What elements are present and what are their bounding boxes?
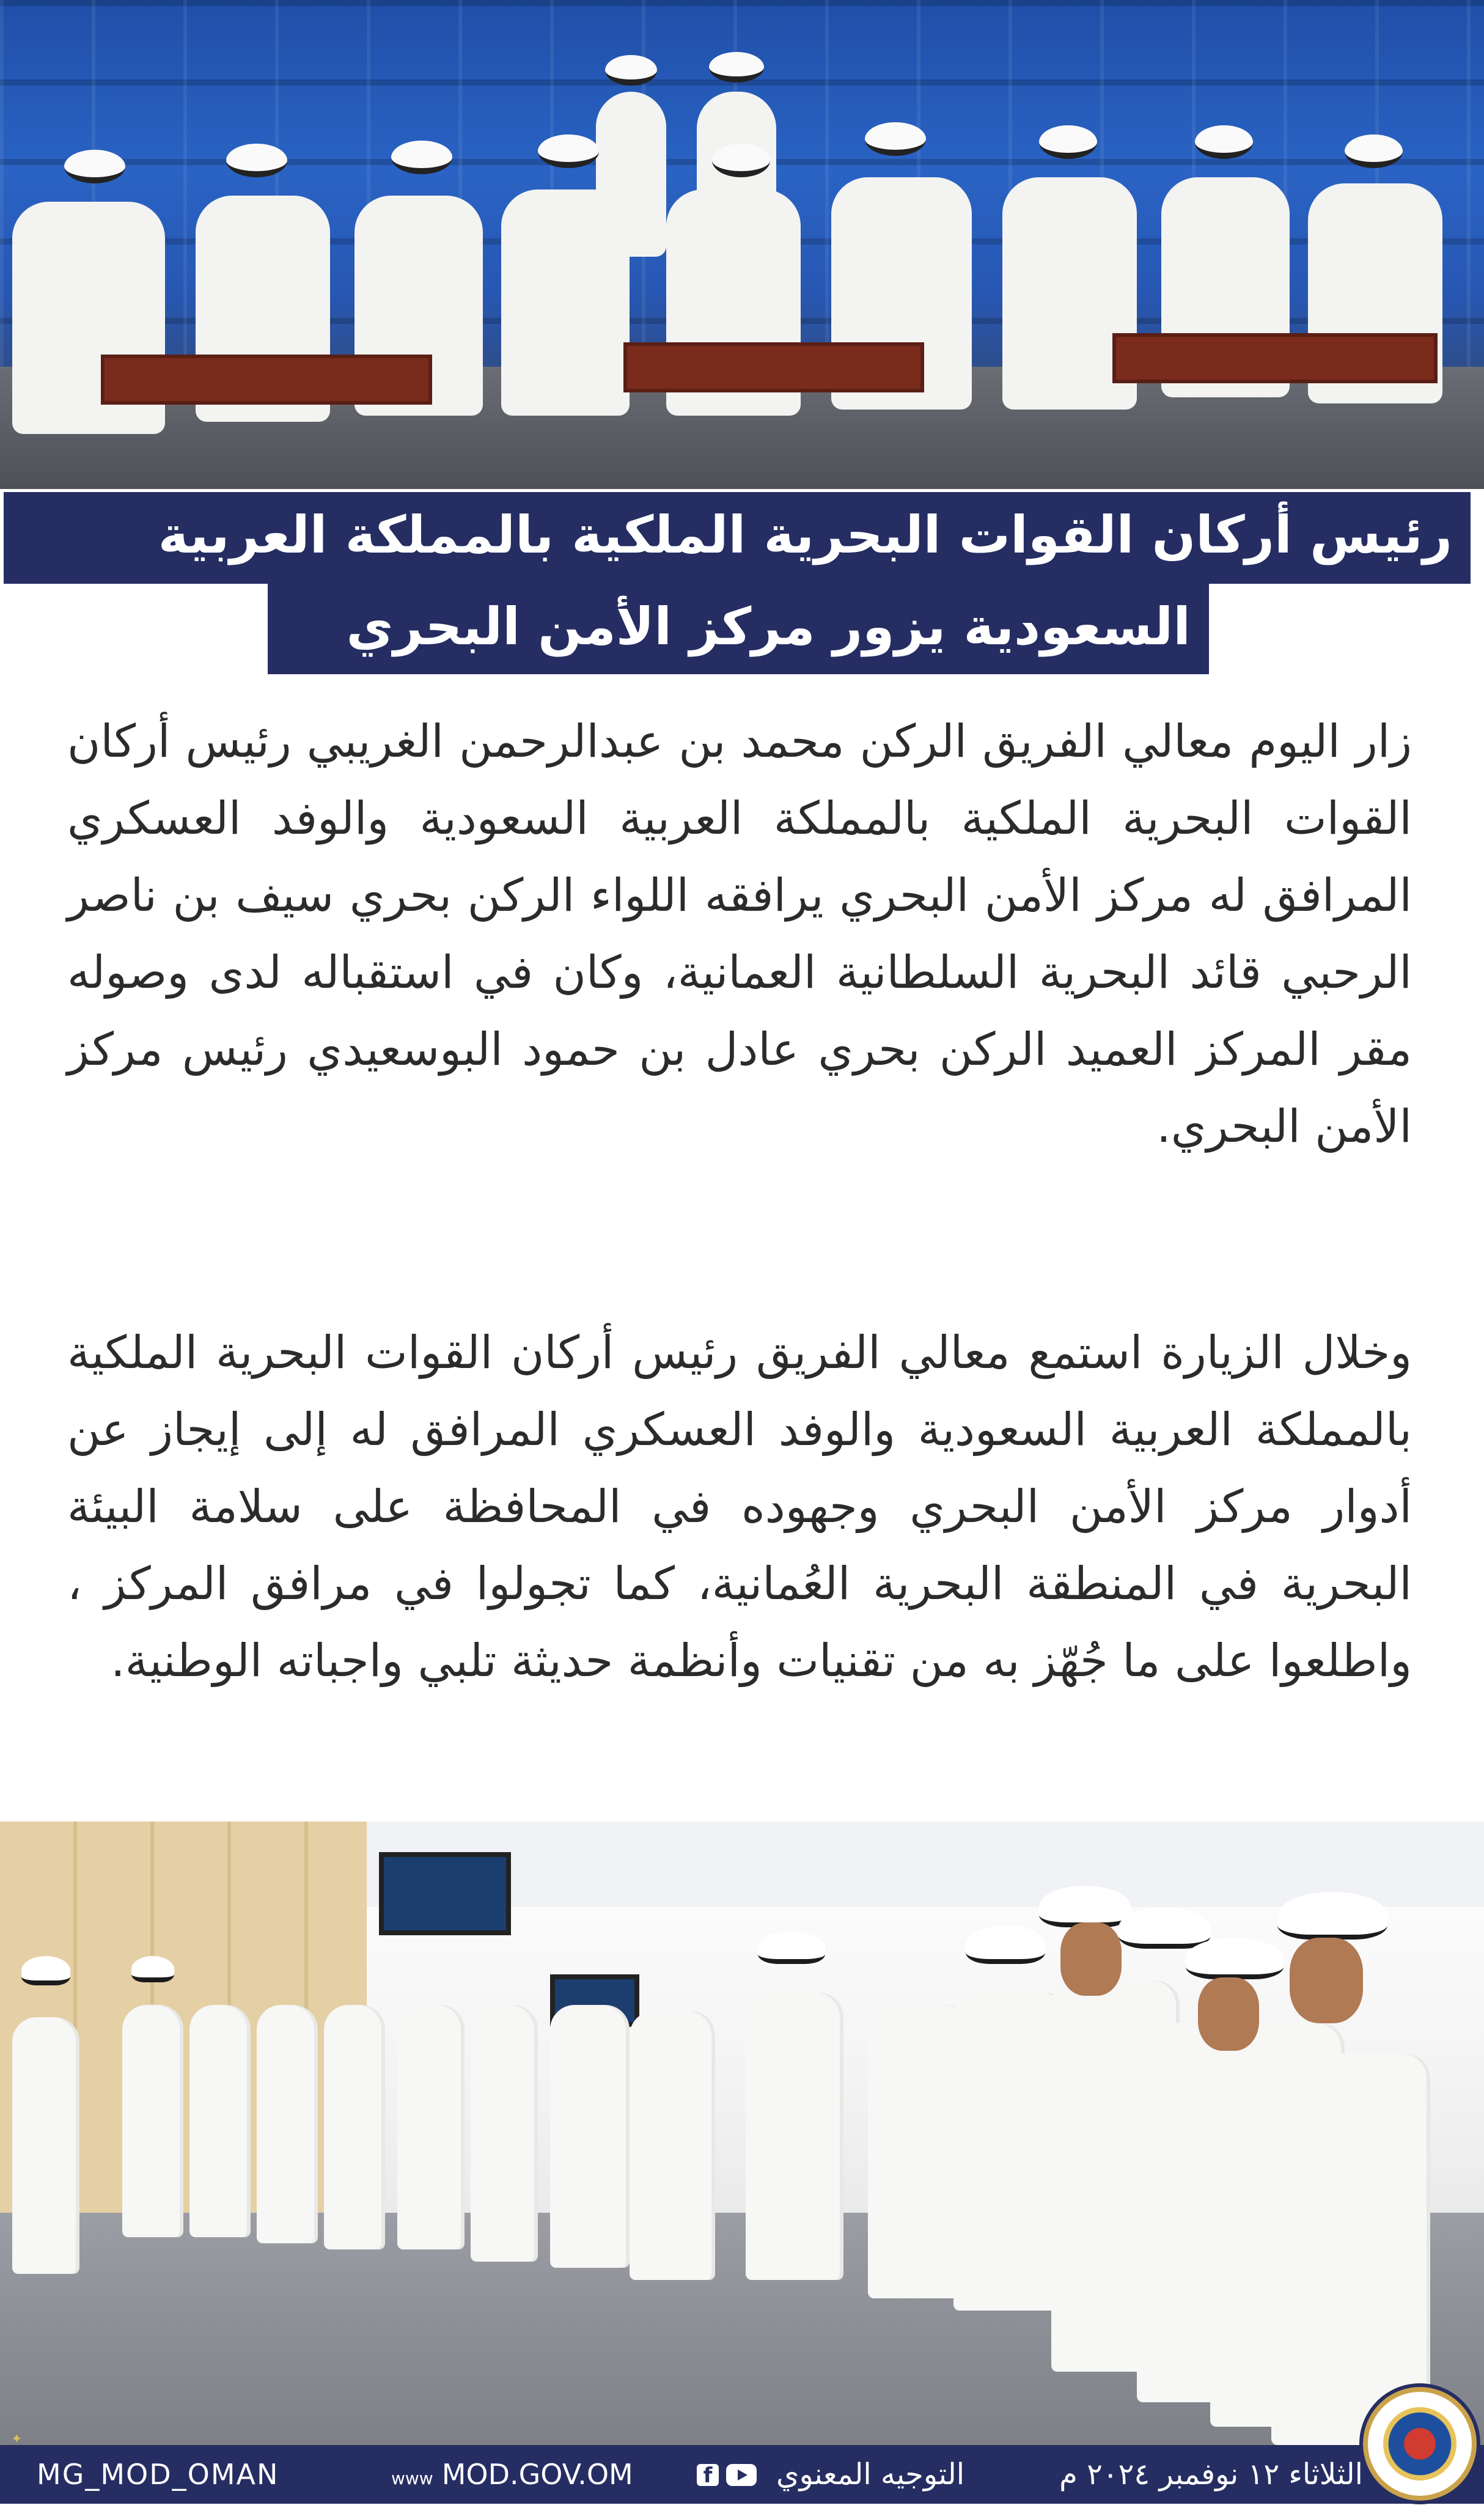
ministry-emblem-icon xyxy=(1363,2387,1477,2501)
officer-cap xyxy=(1039,125,1097,159)
headline-line-1: رئيس أركان القوات البحرية الملكية بالمملكة العربية xyxy=(4,492,1471,584)
social-icons xyxy=(697,2445,757,2504)
officer-face xyxy=(1198,1977,1259,2051)
social-handle[interactable]: MG_MOD_OMAN xyxy=(37,2458,279,2491)
officer-cap xyxy=(1277,1892,1387,1940)
officer-cap xyxy=(712,144,770,177)
officer-cap xyxy=(605,55,657,86)
officer-figure xyxy=(630,2011,715,2280)
officer-face xyxy=(1060,1922,1122,1996)
officer-cap xyxy=(1119,1907,1210,1949)
headline-line-2: السعودية يزور مركز الأمن البحري xyxy=(268,584,1209,674)
date-label: الثلاثاء ١٢ نوفمبر ٢٠٢٤ م xyxy=(1059,2457,1363,2491)
website-domain: MOD.GOV.OM xyxy=(441,2458,633,2491)
officer-cap xyxy=(226,144,287,177)
officer-cap xyxy=(758,1932,825,1964)
officer-face xyxy=(1290,1938,1363,2023)
article-paragraph-2: وخلال الزيارة استمع معالي الفريق رئيس أركان القوات البحرية الملكية بالمملكة العربية السعودية والوفد العسكري المرافق له إلى إيجاز عن أدوار مركز الأمن البحري وجهوده في المحافظة على سلامة البيئة البحرية في المنطقة البحرية العُمانية، كما تجولوا في مرافق المركز ، واطلعوا على ما جُهّز به من تقنيات وأنظمة حديثة تلبي واجباته الوطنية. xyxy=(67,1326,1412,1687)
officer-cap xyxy=(64,150,125,183)
officer-figure xyxy=(1271,2054,1430,2445)
watermark-logo-icon: ✦ xyxy=(11,2432,23,2447)
officer-figure xyxy=(550,2005,630,2268)
officer-cap xyxy=(966,1925,1045,1964)
officer-figure xyxy=(324,2005,385,2249)
table xyxy=(1112,333,1438,383)
officer-figure xyxy=(189,2005,251,2237)
officer-cap xyxy=(1186,1938,1284,1979)
youtube-icon[interactable] xyxy=(726,2464,757,2486)
officer-figure xyxy=(397,2005,465,2249)
officer-cap xyxy=(709,52,764,83)
officer-figure xyxy=(471,2005,538,2262)
wall-monitor xyxy=(379,1852,511,1935)
bottom-photo xyxy=(0,1822,1484,2445)
officer-cap xyxy=(1345,134,1403,168)
officer-cap xyxy=(1039,1886,1131,1927)
officer-cap xyxy=(1195,125,1253,159)
website-link[interactable] xyxy=(391,2445,633,2504)
www-label: www xyxy=(391,2468,433,2488)
officer-figure xyxy=(746,1993,843,2280)
officer-figure xyxy=(12,2017,79,2274)
officer-cap xyxy=(391,141,452,174)
department-label: التوجيه المعنوي xyxy=(776,2457,965,2491)
officer-cap xyxy=(131,1956,174,1982)
officer-figure xyxy=(122,2005,183,2237)
table xyxy=(101,355,432,405)
facebook-icon[interactable]: f xyxy=(697,2464,719,2486)
officer-cap xyxy=(538,134,599,168)
top-photo xyxy=(0,0,1484,489)
headline xyxy=(0,489,1484,672)
table xyxy=(623,342,924,392)
officer-cap xyxy=(865,122,926,156)
footer-bar xyxy=(0,2445,1484,2504)
officer-cap xyxy=(21,1956,70,1985)
article-paragraph-1: زار اليوم معالي الفريق الركن محمد بن عبدالرحمن الغريبي رئيس أركان القوات البحرية الملكية بالمملكة العربية السعودية والوفد العسكري المرافق له مركز الأمن البحري يرافقه اللواء الركن بحري سيف بن ناصر الرحبي قائد البحرية السلطانية العمانية، وكان في استقباله لدى وصوله مقر المركز العميد الركن بحري عادل بن حمود البوسعيدي رئيس مركز الأمن البحري. xyxy=(67,715,1412,1153)
officer-figure xyxy=(257,2005,318,2243)
officer-figure xyxy=(501,189,630,416)
